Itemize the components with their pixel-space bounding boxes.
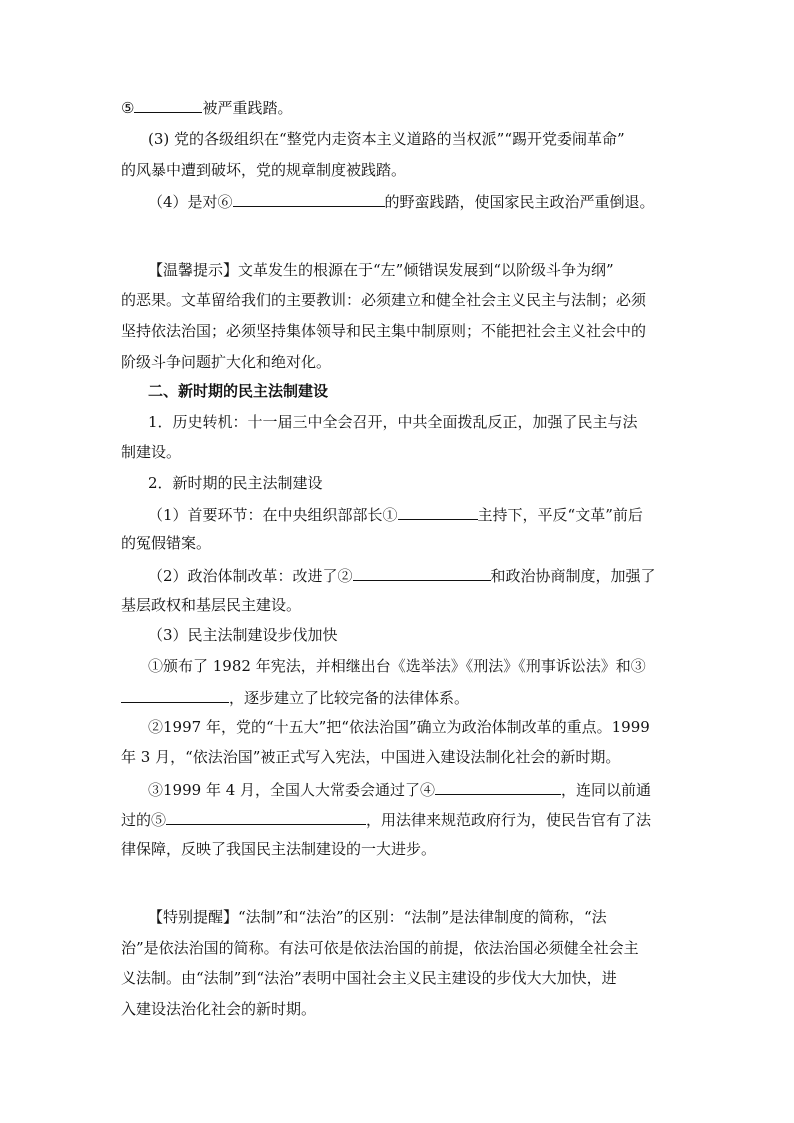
text-line: [0, 968, 794, 988]
line-text: （3）民主法制建设步伐加快: [148, 626, 338, 644]
text-line: [0, 290, 794, 310]
text-line: [0, 190, 794, 212]
heading-text: 二、新时期的民主法制建设: [148, 382, 329, 400]
text-line: [0, 747, 794, 767]
line-text: 1．历史转机：十一届三中全会召开，中共全面拨乱反正，加强了民主与法: [148, 413, 638, 431]
subheading-line: [0, 625, 794, 645]
line-text: （4）是对⑥: [148, 193, 233, 211]
line-text: ②1997 年，党的“十五大”把“依法治国”确立为政治体制改革的重点。1999: [148, 718, 650, 736]
text-line: [0, 938, 794, 958]
reminder-paragraph-line: [0, 907, 794, 927]
text-line: [0, 808, 794, 830]
line-text: 主持下，平反“文革”前后: [477, 506, 643, 524]
text-line: [0, 564, 794, 586]
text-line: [0, 778, 794, 800]
fill-blank: [121, 686, 229, 703]
line-text: 入建设法治化社会的新时期。: [121, 1000, 317, 1018]
line-text: ①颁布了 1982 年宪法，并相继出台《选举法》《刑法》《刑事诉讼法》和③: [148, 657, 646, 675]
line-text: 和政治协商制度，加强了: [490, 567, 656, 585]
line-text: 被严重践踏。: [202, 99, 293, 117]
text-line: [0, 656, 794, 676]
line-text: 的恶果。文革留给我们的主要教训：必须建立和健全社会主义民主与法制；必须: [121, 291, 647, 309]
line-text: 【温馨提示】文革发生的根源在于“左”倾错误发展到“以阶级斗争为纲”: [148, 261, 614, 279]
fill-blank: [398, 503, 478, 520]
text-line: [0, 999, 794, 1019]
text-line: [0, 595, 794, 615]
line-text: （1）首要环节：在中央组织部部长①: [148, 506, 398, 524]
text-line: [0, 442, 794, 462]
line-text: 律保障，反映了我国民主法制建设的一大进步。: [121, 840, 437, 858]
line-text: 【特别提醒】“法制”和“法治”的区别：“法制”是法律制度的简称，“法: [148, 908, 607, 926]
line-text: 基层政权和基层民主建设。: [121, 596, 302, 614]
fill-blank: [353, 564, 491, 581]
text-line: [0, 352, 794, 372]
line-text: 的风暴中遭到破坏，党的规章制度被践踏。: [121, 161, 407, 179]
line-text: ⑤: [121, 99, 135, 117]
fill-blank: [435, 778, 561, 795]
line-text: 义法制。由“法制”到“法治”表明中国社会主义民主建设的步伐大大加快，进: [121, 969, 617, 987]
line-text: 的冤假错案。: [121, 534, 212, 552]
line-text: 坚持依法治国；必须坚持集体领导和民主集中制原则；不能把社会主义社会中的: [121, 322, 647, 340]
subheading-line: [0, 473, 794, 493]
line-text: 过的⑤: [121, 811, 167, 829]
fill-blank: [233, 190, 385, 207]
line-text: ③1999 年 4 月，全国人大常委会通过了④: [148, 781, 436, 799]
line-text: 制建设。: [121, 443, 182, 461]
text-line: [0, 503, 794, 525]
text-line: [0, 839, 794, 859]
line-text: (3) 党的各级组织在“整党内走资本主义道路的当权派”“踢开党委闹革命”: [148, 130, 625, 148]
line-text: 的野蛮践踏，使国家民主政治严重倒退。: [384, 193, 655, 211]
text-line: [0, 412, 794, 432]
text-line: [0, 717, 794, 737]
text-line: [0, 533, 794, 553]
line-text: （2）政治体制改革：改进了②: [148, 567, 353, 585]
text-line: [0, 96, 794, 118]
line-text: 2．新时期的民主法制建设: [148, 474, 323, 492]
tip-paragraph-line: [0, 260, 794, 280]
text-line: [0, 160, 794, 180]
section-heading: [0, 381, 794, 401]
line-text: ，用法律来规范政府行为，使民告官有了法: [366, 811, 652, 829]
fill-blank: [166, 808, 366, 825]
line-text: 年 3 月，“依法治国”被正式写入宪法，中国进入建设法制化社会的新时期。: [121, 748, 621, 766]
text-line: [0, 129, 794, 149]
fill-blank: [134, 96, 202, 113]
line-text: ，连同以前通: [561, 781, 652, 799]
line-text: ，逐步建立了比较完备的法律体系。: [229, 689, 470, 707]
text-line: [0, 321, 794, 341]
text-line: [0, 686, 794, 708]
line-text: 阶级斗争问题扩大化和绝对化。: [121, 353, 332, 371]
line-text: 治”是依法治国的简称。有法可依是依法治国的前提，依法治国必须健全社会主: [121, 939, 639, 957]
